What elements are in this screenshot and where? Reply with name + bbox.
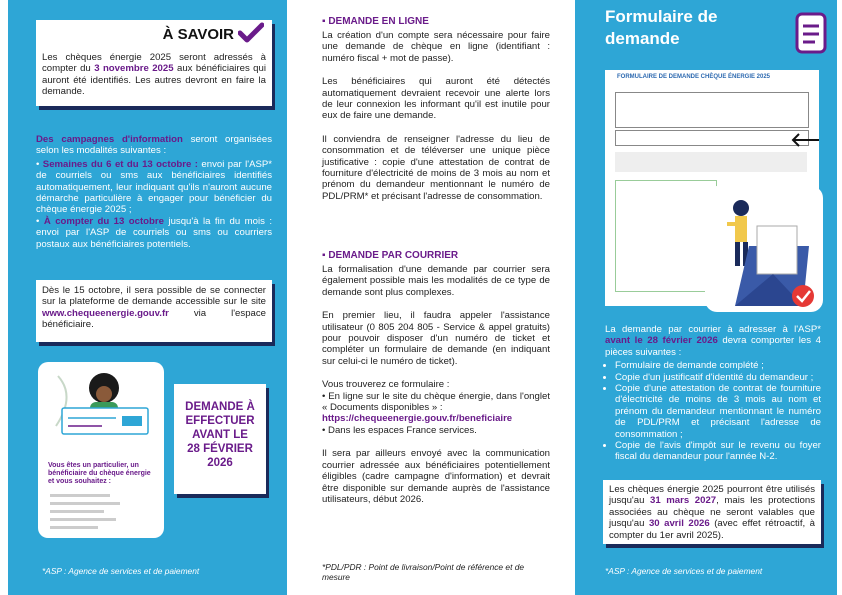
checkmark-icon <box>238 22 264 44</box>
mail-request-text: La demande par courrier à adresser à l'ASP* avant le 28 février 2026 devra comporter les 4 pièces suivantes : • Formulaire de demande complété ; • Copie d'un justificatif d'identité du demandeur ; • Copie d'une attestation de contrat de fourniture d'électricité de moins de 3 mois au nom et prénom du demandeur mentionnant le numéro de PDL/PRM et précisant l'adresse de consommation ; • Copie de l'avis d'impôt sur le revenu ou foyer fiscal du demandeur pour l'année N-2. <box>605 324 821 463</box>
mail-bullet-2: • Dans les espaces France services. <box>322 424 477 436</box>
form-badge-icon <box>793 10 833 58</box>
footnote: *ASP : Agence de services et de paiement <box>605 566 763 576</box>
deadline-card <box>174 384 266 494</box>
leaflet-image <box>38 362 164 538</box>
form-heading: FORMULAIRE DE DEMANDE CHÈQUE ÉNERGIE 2025 <box>617 74 771 80</box>
campaigns-text: Des campagnes d'information seront organisées selon les modalités suivantes : • Semaines du 6 et du 13 octobre : envoi par l'ASP* de courriels ou sms aux bénéficiaires identifiés automatiquement, leur indiquant qu'ils n'auront aucune démarche particulière à engager pour bénéficier du chèque énergie 2025 ; • À compter du 13 octobre jusqu'à la fin du mois : envoi par l'ASP de courriels ou sms ou courriers postaux aux bénéficiaires potentiels. <box>36 134 272 250</box>
platform-card <box>36 280 272 342</box>
campaign-bullet-1: • Semaines du 6 et du 13 octobre : envoi par l'ASP* de courriels ou sms aux bénéficiaires identifiés automatiquement, leur indiquant qu'ils n'auront aucune démarche particulière à engager pour bénéficier du chèque énergie 2025 ; <box>36 158 272 216</box>
a-savoir-card <box>36 20 272 106</box>
deadline-text: DEMANDE À EFFECTUER AVANT LE 28 FÉVRIER 2026 <box>185 401 255 469</box>
mail-title: ▪ DEMANDE PAR COURRIER <box>322 250 459 261</box>
person-with-check-illustration <box>46 366 156 450</box>
validity-text: Les chèques énergie 2025 pourront être utilisés jusqu'au 31 mars 2027, mais les protections associées au chèque ne seront valables que jusqu'au 30 avril 2026 (avec effet rétroactif, à compter du 1er avril 2025). <box>609 484 815 541</box>
a-savoir-title: À SAVOIR <box>162 26 234 43</box>
middle-panel <box>300 0 558 595</box>
website-link[interactable]: www.chequeenergie.gouv.fr <box>42 307 169 319</box>
footnote: *ASP : Agence de services et de paiement <box>42 566 200 576</box>
online-text: La création d'un compte sera nécessaire pour faire une demande de chèque en ligne (identifiant : numéro fiscal + mot de passe). Les bénéficiaires qui auront été détectés automatiquement devraient recevoir une alerte lors de leur connexion les informant qu'il est inutile pour eux de faire une demande. Il conviendra de renseigner l'adresse du lieu de consommation et de téléverser une unique pièce justificative : copie d'une attestation de contrat de fourniture d'électricité de moins de 3 mois au nom et prénom du demandeur mentionnant le numéro de PDL/PRM* et précisant l'adresse de consommation. <box>322 30 550 202</box>
mail-text: La formalisation d'une demande par courrier sera également possible mais les modalités de ce type de demande sont plus complexes. En premier lieu, il faudra appeler l'assistance utilisateur (0 805 204 805 - Service & appel gratuits) pour pouvoir disposer d'un numéro de ticket et compléter un formulaire de demande (en indiquant sur celui-ci le numéro de ticket). Vous trouverez ce formulaire : • En ligne sur le site du chèque énergie, dans l'onglet « Documents disponibles » : https://chequeenergie.gouv.fr/beneficiaire • Dans les espaces France services. Il sera par ailleurs envoyé avec la communication courrier adressée aux bénéficiaires potentiellement éligibles (cadre campagne d'information) et devrait être disponible sur demande auprès de l'assistance utilisateurs, début 2026. <box>322 264 550 505</box>
mail-illustration <box>705 186 823 312</box>
required-documents-list: • Formulaire de demande complété ; • Copie d'un justificatif d'identité du demandeur ; • Copie d'une attestation de contrat de fourniture d'électricité de moins de 3 mois au nom et prénom du demandeur mentionnant le numéro de PDL/PRM et précisant l'adresse de consommation ; • Copie de l'avis d'impôt sur le revenu ou foyer fiscal du demandeur pour l'année N-2. <box>605 360 821 463</box>
form-panel-title: Formulaire de demande <box>605 7 718 48</box>
validity-card <box>603 480 821 544</box>
footnote: *PDL/PDR : Point de livraison/Point de référence et de mesure <box>322 562 525 582</box>
platform-text: Dès le 15 octobre, il sera possible de se connecter sur la plateforme de demande accessible sur le site www.chequeenergie.gouv.fr via l'espace bénéficiaire. <box>42 285 266 331</box>
a-savoir-text: Les chèques énergie 2025 seront adressés à compter du 3 novembre 2025 aux bénéficiaires qui auront été identifiés. Les autres devront en faire la demande. <box>42 52 266 98</box>
online-title: ▪ DEMANDE EN LIGNE <box>322 16 429 27</box>
leaflet-title: Vous êtes un particulier, un bénéficiaire du chèque énergie et vous souhaitez : <box>48 462 151 485</box>
envelope-person-illustration <box>705 186 823 312</box>
arrow-icon <box>785 130 819 150</box>
form-link[interactable]: https://chequeenergie.gouv.fr/beneficiaire <box>322 413 513 425</box>
campaign-bullet-2: • À compter du 13 octobre jusqu'à la fin du mois : envoi par l'ASP de courriels ou sms ou courriers postaux aux bénéficiaires potentiels. <box>36 215 272 250</box>
left-panel <box>8 0 287 595</box>
right-panel <box>575 0 837 595</box>
leaflet-list <box>50 494 150 529</box>
mail-bullet-1: • En ligne sur le site du chèque énergie, dans l'onglet « Documents disponibles » : <box>322 390 550 414</box>
